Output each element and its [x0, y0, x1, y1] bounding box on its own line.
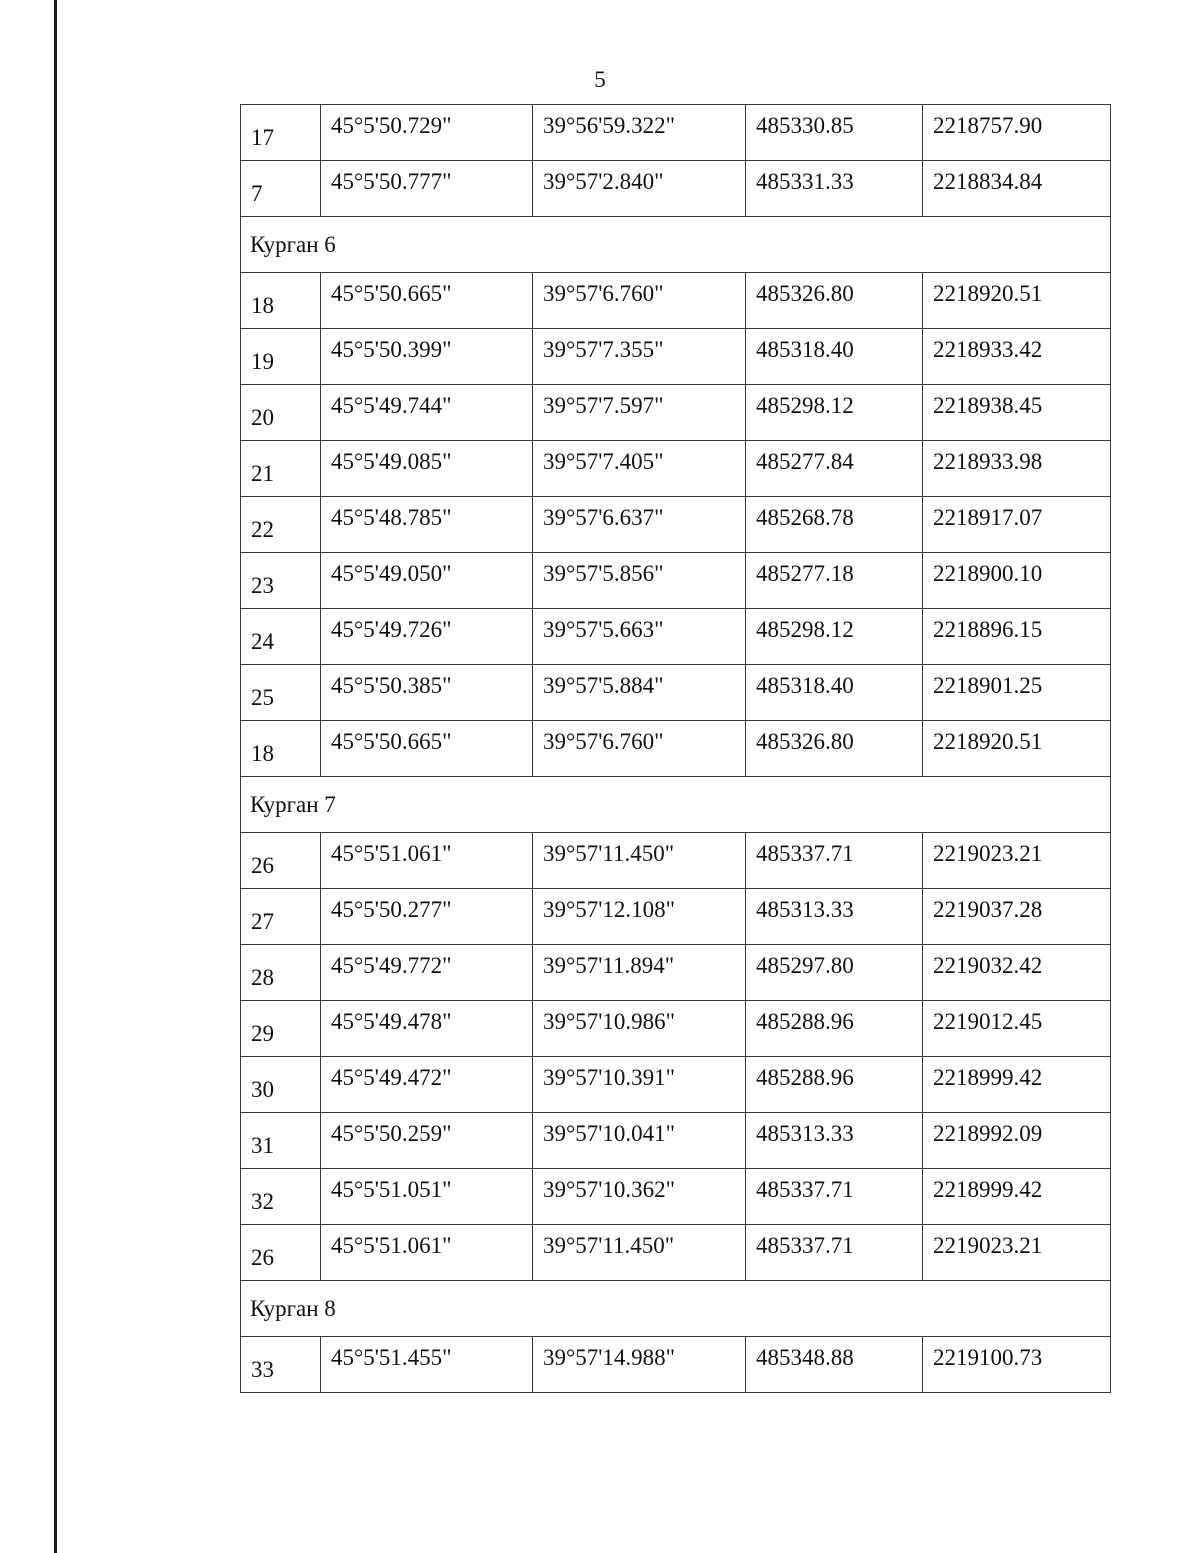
table-row	[241, 553, 1111, 609]
point-number-cell: 20	[241, 385, 321, 441]
latitude-cell: 45°5'51.061"	[321, 1225, 533, 1281]
y-coordinate-cell: 2219032.42	[923, 945, 1111, 1001]
x-coordinate-cell: 485297.80	[746, 945, 923, 1001]
point-number-cell: 18	[241, 273, 321, 329]
table-row	[241, 161, 1111, 217]
x-coordinate-cell: 485277.84	[746, 441, 923, 497]
x-coordinate-cell: 485326.80	[746, 721, 923, 777]
latitude-cell: 45°5'49.726"	[321, 609, 533, 665]
latitude-cell: 45°5'51.455"	[321, 1337, 533, 1393]
x-coordinate-cell: 485337.71	[746, 833, 923, 889]
y-coordinate-cell: 2218938.45	[923, 385, 1111, 441]
y-coordinate-cell: 2219012.45	[923, 1001, 1111, 1057]
page-number: 5	[594, 67, 606, 92]
point-number-cell: 21	[241, 441, 321, 497]
y-coordinate-cell: 2218917.07	[923, 497, 1111, 553]
longitude-cell: 39°57'10.986"	[533, 1001, 746, 1057]
latitude-cell: 45°5'51.061"	[321, 833, 533, 889]
x-coordinate-cell: 485318.40	[746, 329, 923, 385]
x-coordinate-cell: 485277.18	[746, 553, 923, 609]
x-coordinate-cell: 485298.12	[746, 609, 923, 665]
point-number-cell: 33	[241, 1337, 321, 1393]
longitude-cell: 39°57'11.450"	[533, 1225, 746, 1281]
table-row	[241, 1001, 1111, 1057]
y-coordinate-cell: 2218896.15	[923, 609, 1111, 665]
y-coordinate-cell: 2218834.84	[923, 161, 1111, 217]
point-number-cell: 26	[241, 1225, 321, 1281]
table-row	[241, 1057, 1111, 1113]
table-row	[241, 1225, 1111, 1281]
latitude-cell: 45°5'50.399"	[321, 329, 533, 385]
y-coordinate-cell: 2219100.73	[923, 1337, 1111, 1393]
x-coordinate-cell: 485298.12	[746, 385, 923, 441]
table-row	[241, 441, 1111, 497]
latitude-cell: 45°5'49.085"	[321, 441, 533, 497]
latitude-cell: 45°5'50.729"	[321, 105, 533, 161]
table-row	[241, 385, 1111, 441]
x-coordinate-cell: 485318.40	[746, 665, 923, 721]
y-coordinate-cell: 2219023.21	[923, 1225, 1111, 1281]
longitude-cell: 39°57'6.760"	[533, 273, 746, 329]
point-number-cell: 28	[241, 945, 321, 1001]
group-title: Курган 8	[241, 1281, 1111, 1337]
x-coordinate-cell: 485330.85	[746, 105, 923, 161]
latitude-cell: 45°5'49.050"	[321, 553, 533, 609]
latitude-cell: 45°5'48.785"	[321, 497, 533, 553]
longitude-cell: 39°57'7.405"	[533, 441, 746, 497]
longitude-cell: 39°57'5.884"	[533, 665, 746, 721]
longitude-cell: 39°57'5.663"	[533, 609, 746, 665]
longitude-cell: 39°57'10.041"	[533, 1113, 746, 1169]
x-coordinate-cell: 485331.33	[746, 161, 923, 217]
latitude-cell: 45°5'51.051"	[321, 1169, 533, 1225]
x-coordinate-cell: 485268.78	[746, 497, 923, 553]
group-header-row	[241, 777, 1111, 833]
table-row	[241, 665, 1111, 721]
table-row	[241, 721, 1111, 777]
latitude-cell: 45°5'50.777"	[321, 161, 533, 217]
left-margin-line	[54, 0, 57, 1553]
y-coordinate-cell: 2218992.09	[923, 1113, 1111, 1169]
point-number-cell: 22	[241, 497, 321, 553]
point-number-cell: 30	[241, 1057, 321, 1113]
x-coordinate-cell: 485313.33	[746, 1113, 923, 1169]
longitude-cell: 39°57'6.760"	[533, 721, 746, 777]
y-coordinate-cell: 2219037.28	[923, 889, 1111, 945]
y-coordinate-cell: 2218933.42	[923, 329, 1111, 385]
x-coordinate-cell: 485337.71	[746, 1169, 923, 1225]
longitude-cell: 39°57'7.597"	[533, 385, 746, 441]
latitude-cell: 45°5'49.744"	[321, 385, 533, 441]
point-number-cell: 27	[241, 889, 321, 945]
point-number-cell: 26	[241, 833, 321, 889]
table-row	[241, 105, 1111, 161]
y-coordinate-cell: 2218901.25	[923, 665, 1111, 721]
longitude-cell: 39°57'5.856"	[533, 553, 746, 609]
latitude-cell: 45°5'49.772"	[321, 945, 533, 1001]
longitude-cell: 39°57'12.108"	[533, 889, 746, 945]
table-row	[241, 609, 1111, 665]
table-row	[241, 273, 1111, 329]
y-coordinate-cell: 2218999.42	[923, 1057, 1111, 1113]
x-coordinate-cell: 485337.71	[746, 1225, 923, 1281]
latitude-cell: 45°5'50.665"	[321, 273, 533, 329]
longitude-cell: 39°57'7.355"	[533, 329, 746, 385]
group-header-row	[241, 217, 1111, 273]
point-number-cell: 32	[241, 1169, 321, 1225]
point-number-cell: 17	[241, 105, 321, 161]
table-row	[241, 833, 1111, 889]
table-row	[241, 1169, 1111, 1225]
y-coordinate-cell: 2218920.51	[923, 721, 1111, 777]
y-coordinate-cell: 2218933.98	[923, 441, 1111, 497]
y-coordinate-cell: 2219023.21	[923, 833, 1111, 889]
latitude-cell: 45°5'50.665"	[321, 721, 533, 777]
table-row	[241, 497, 1111, 553]
point-number-cell: 31	[241, 1113, 321, 1169]
point-number-cell: 7	[241, 161, 321, 217]
point-number-cell: 19	[241, 329, 321, 385]
point-number-cell: 24	[241, 609, 321, 665]
latitude-cell: 45°5'50.277"	[321, 889, 533, 945]
table-row	[241, 889, 1111, 945]
y-coordinate-cell: 2218757.90	[923, 105, 1111, 161]
longitude-cell: 39°57'10.391"	[533, 1057, 746, 1113]
point-number-cell: 23	[241, 553, 321, 609]
longitude-cell: 39°57'11.894"	[533, 945, 746, 1001]
latitude-cell: 45°5'49.478"	[321, 1001, 533, 1057]
table-row	[241, 1113, 1111, 1169]
group-header-row	[241, 1281, 1111, 1337]
latitude-cell: 45°5'50.385"	[321, 665, 533, 721]
y-coordinate-cell: 2218900.10	[923, 553, 1111, 609]
coordinates-table-body	[241, 105, 1111, 1393]
latitude-cell: 45°5'49.472"	[321, 1057, 533, 1113]
x-coordinate-cell: 485348.88	[746, 1337, 923, 1393]
y-coordinate-cell: 2218999.42	[923, 1169, 1111, 1225]
group-title: Курган 6	[241, 217, 1111, 273]
table-row	[241, 945, 1111, 1001]
longitude-cell: 39°57'14.988"	[533, 1337, 746, 1393]
y-coordinate-cell: 2218920.51	[923, 273, 1111, 329]
group-title: Курган 7	[241, 777, 1111, 833]
table-row	[241, 329, 1111, 385]
longitude-cell: 39°57'10.362"	[533, 1169, 746, 1225]
longitude-cell: 39°57'11.450"	[533, 833, 746, 889]
table-row	[241, 1337, 1111, 1393]
longitude-cell: 39°57'6.637"	[533, 497, 746, 553]
x-coordinate-cell: 485326.80	[746, 273, 923, 329]
coordinates-table	[240, 104, 1111, 1393]
point-number-cell: 18	[241, 721, 321, 777]
latitude-cell: 45°5'50.259"	[321, 1113, 533, 1169]
longitude-cell: 39°57'2.840"	[533, 161, 746, 217]
point-number-cell: 25	[241, 665, 321, 721]
x-coordinate-cell: 485288.96	[746, 1001, 923, 1057]
longitude-cell: 39°56'59.322"	[533, 105, 746, 161]
x-coordinate-cell: 485288.96	[746, 1057, 923, 1113]
point-number-cell: 29	[241, 1001, 321, 1057]
x-coordinate-cell: 485313.33	[746, 889, 923, 945]
